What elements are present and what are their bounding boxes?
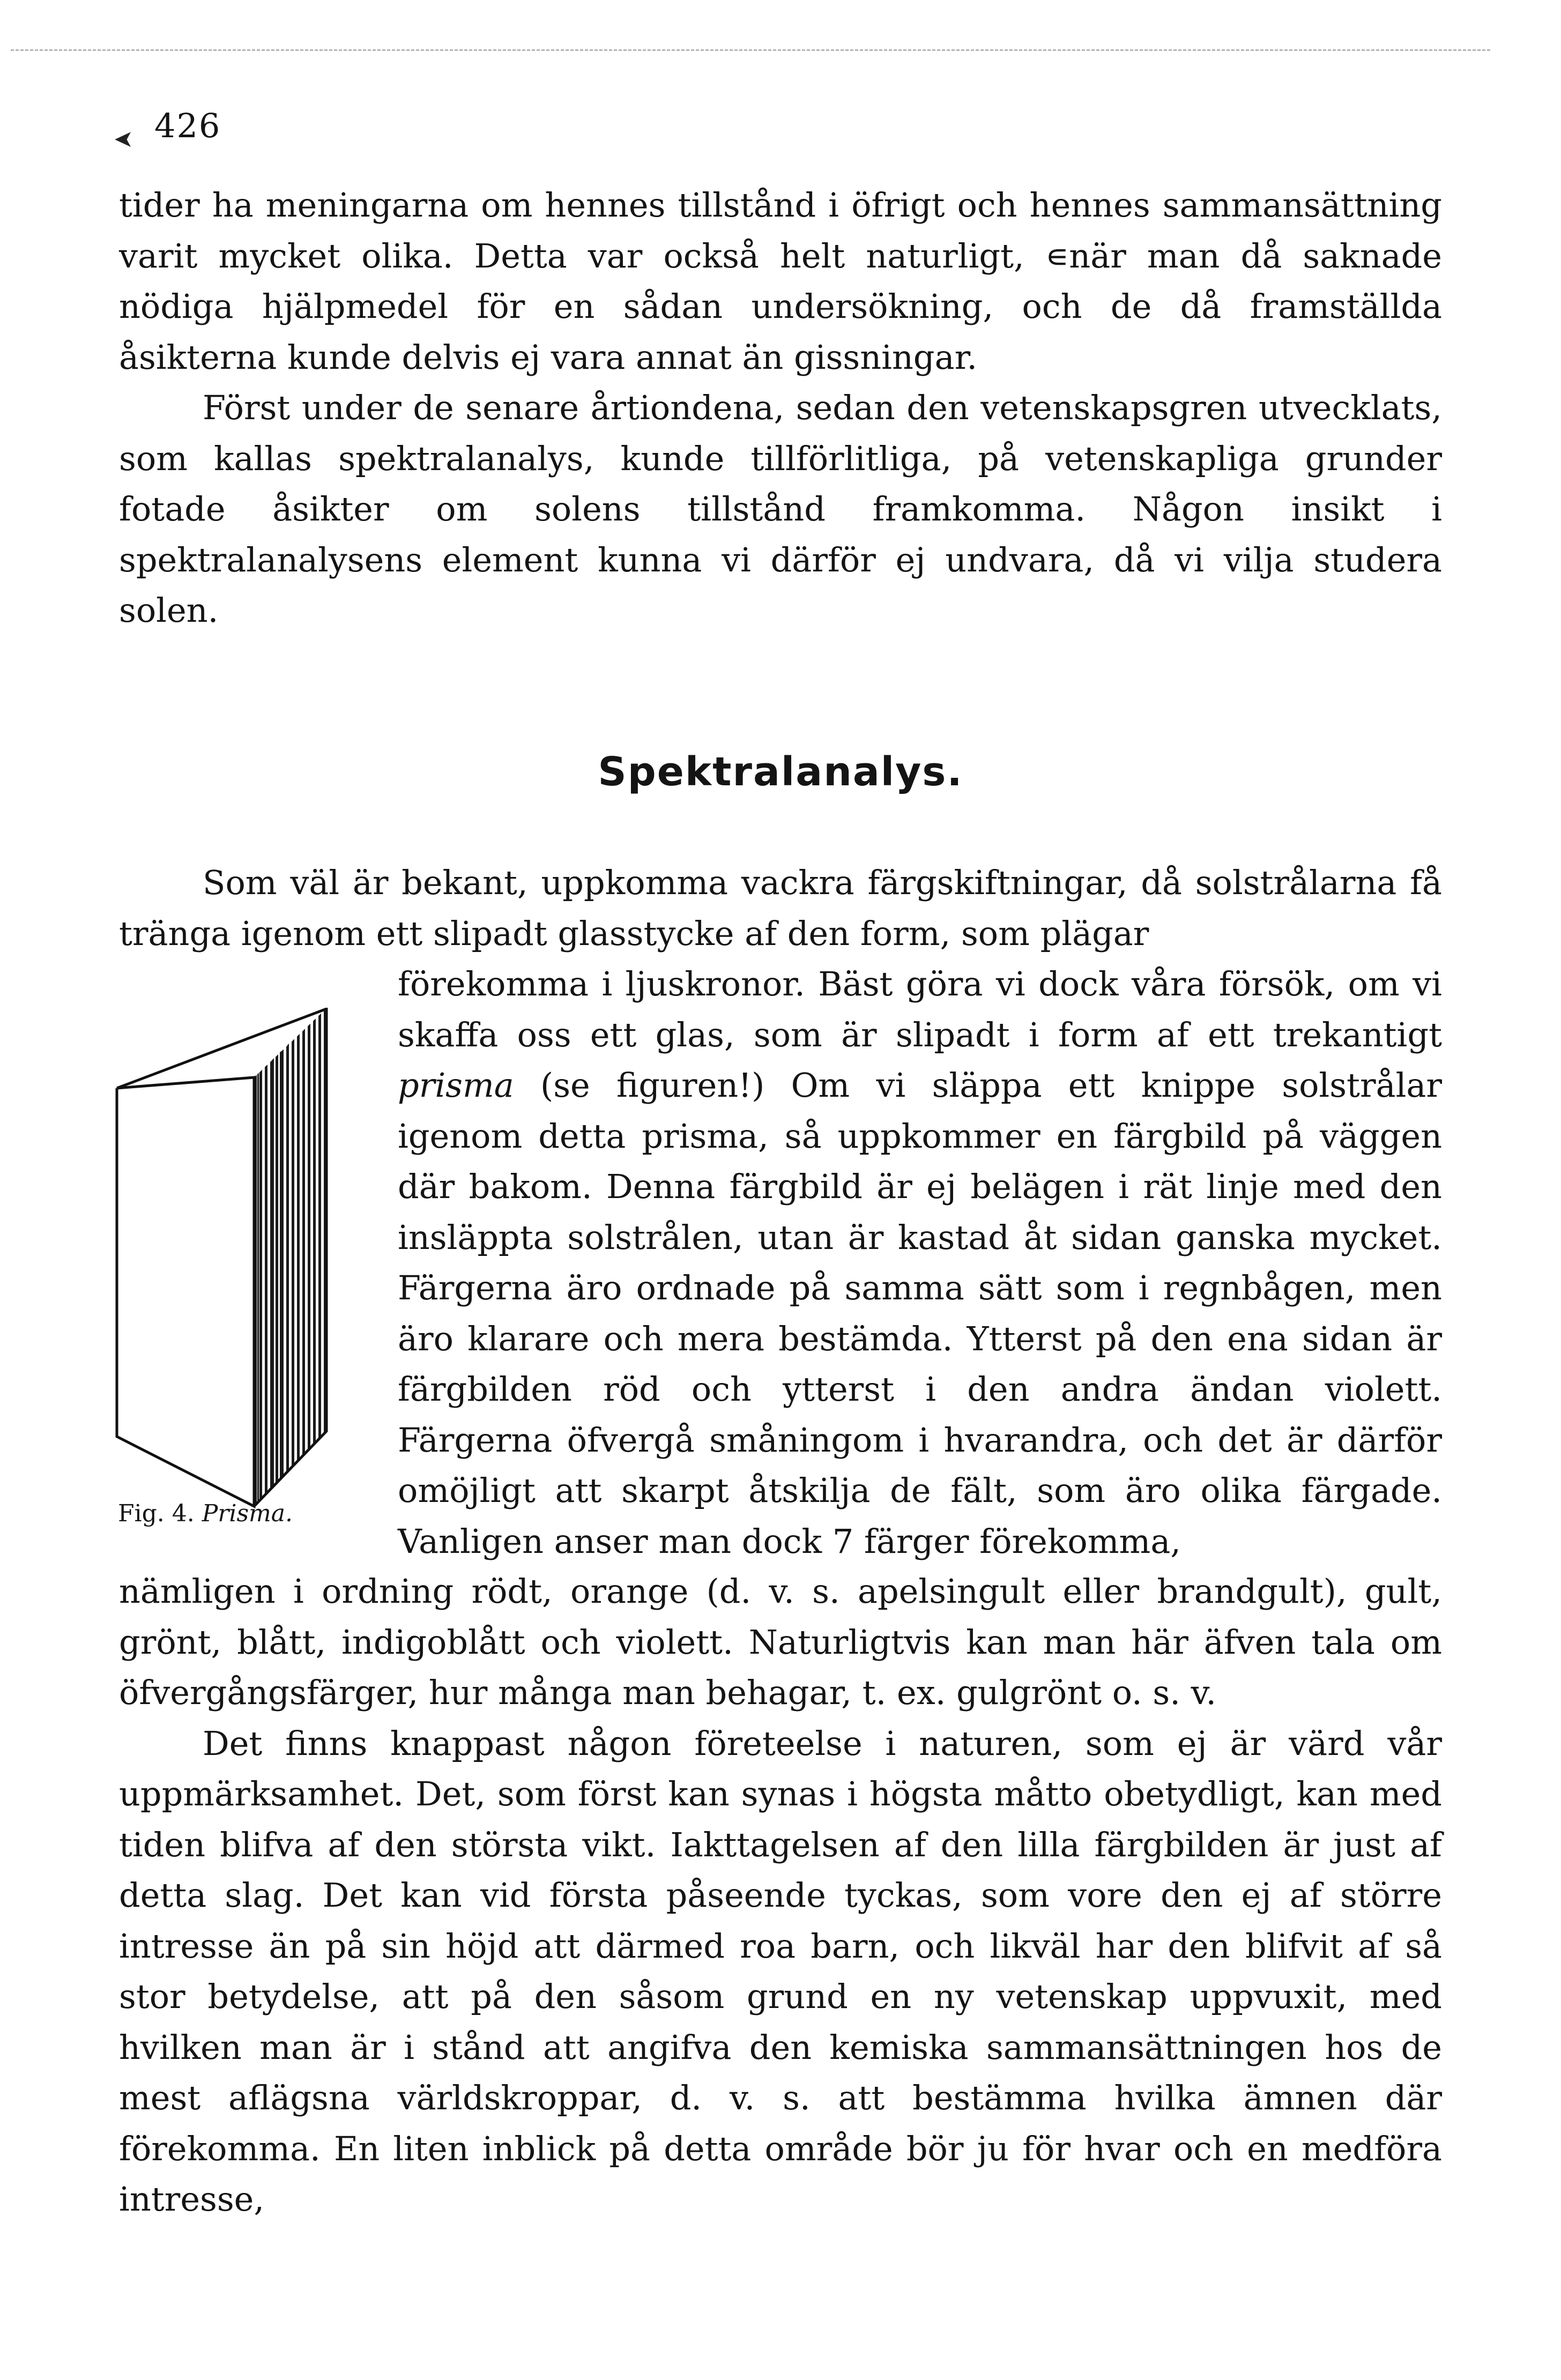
intro-paragraph-2: Först under de senare årtiondena, sedan den vetenskapsgren utvecklats, som kallas spektralanalys, kunde tillförlitliga, på vetenskapliga grunder fotade åsikter om solens tillstånd framkomma. Någon insikt i spektralanalysens element kunna vi därför ej undvara, då vi vilja studera solen. — [119, 388, 1442, 630]
section-wrapped-text — [398, 959, 1442, 1567]
intro-paragraph-1: tider ha meningarna om hennes tillstånd i öfrigt och hennes sammansättning varit mycket olika. Detta var också helt naturligt, ∊när man då saknade nödiga hjälpmedel för en sådan undersökning, och de då framställda åsikterna kunde delvis ej vara annat än gissningar. — [119, 185, 1442, 377]
section-opening — [119, 858, 1442, 959]
section-wrapped-paragraph — [398, 959, 1442, 1567]
top-scan-rule — [11, 49, 1490, 51]
section-wrapped-after: (se figuren!) Om vi släppa ett knippe solstrålar igenom detta prisma, så uppkommer en färgbild på väggen där bakom. Denna färgbild är ej belägen i rät linje med den insläppta solstrålen, utan är kastad åt sidan ganska mycket. Färgerna äro ordnade på samma sätt som i regnbågen, men äro klarare och mera bestämda. Ytterst på den ena sidan är färgbilden röd och ytterst i den andra ändan violett. Färgerna öfvergå småningom i hvarandra, och det är därför omöjligt att skarpt åtskilja de fält, som äro olika färgade. — [398, 1066, 1442, 1510]
figure-title: Prisma. — [202, 1500, 293, 1527]
section-wrapped-tail: Vanligen anser man dock 7 färger förekomma, — [398, 1521, 1181, 1561]
intro-text — [119, 180, 1442, 636]
section-wrapped-before: förekomma i ljuskronor. Bäst göra vi dock våra försök, om vi skaffa oss ett glas, som är slipadt i form af ett trekantigt — [398, 964, 1442, 1054]
figure-caption — [118, 1498, 293, 1530]
arrow-mark-icon: ➤ — [114, 125, 133, 153]
prism-illustration-icon — [115, 1008, 351, 1512]
prisma-term: prisma — [398, 1066, 514, 1105]
section-first-lines: Som väl är bekant, uppkomma vackra färgskiftningar, då solstrålarna få tränga igenom ett slipadt glasstycke af den form, som plägar — [119, 863, 1442, 953]
section-continued-paragraph: nämligen i ordning rödt, orange (d. v. s. apelsingult eller brandgult), gult, grönt, blått, indigoblått och violett. Naturligtvis kan man här äfven tala om öfvergångsfärger, hur många man behagar, t. ex. gulgrönt o. s. v. — [119, 1572, 1442, 1712]
section-continued-text — [119, 1566, 1442, 2225]
figure-label: Fig. 4. — [118, 1500, 195, 1527]
page-number: 426 — [154, 106, 221, 145]
prism-figure — [115, 1008, 351, 1533]
section-heading: Spektralanalys. — [598, 749, 963, 795]
final-paragraph: Det finns knappast någon företeelse i naturen, som ej är värd vår uppmärksamhet. Det, som först kan synas i högsta måtto obetydligt, kan med tiden blifva af den största vikt. Iakttagelsen af den lilla färgbilden är just af detta slag. Det kan vid första påseende tyckas, som vore den ej af större intresse än på sin höjd att därmed roa barn, och likväl har den blifvit af så stor betydelse, att på den såsom grund en ny vetenskap uppvuxit, med hvilken man är i stånd att angifva den kemiska sammansättningen hos de mest aflägsna världskroppar, d. v. s. att bestämma hvilka ämnen där förekomma. En liten inblick på detta område bör ju för hvar och en medföra intresse, — [119, 1723, 1442, 2219]
